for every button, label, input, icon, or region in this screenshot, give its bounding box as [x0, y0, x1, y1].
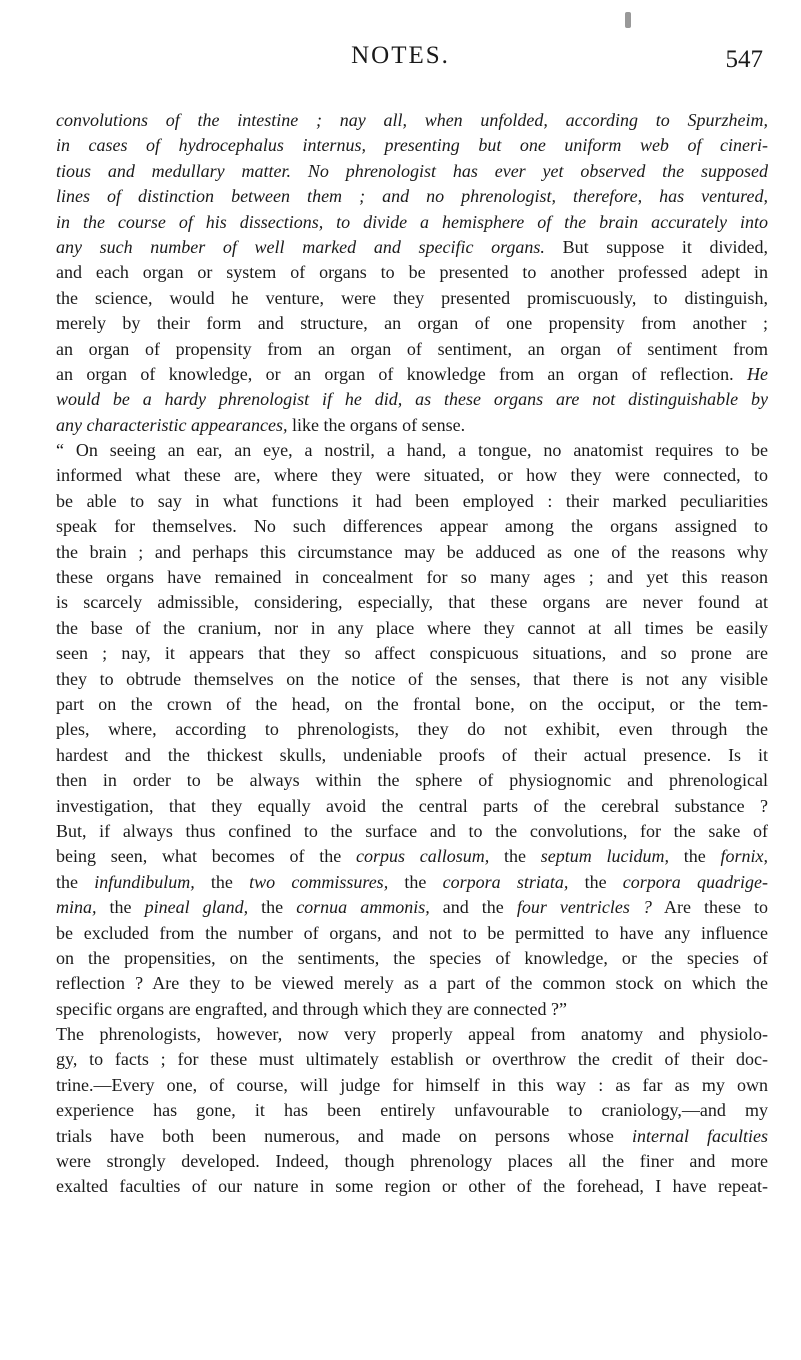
text-line	[56, 692, 768, 717]
text-run: speak for themselves. No such differences appear among the organs assigned to	[56, 516, 768, 537]
text-line	[56, 844, 768, 869]
text-run: ples, where, according to phrenologists, they do not exhibit, even through the	[56, 719, 768, 740]
text-line	[56, 210, 768, 235]
italic-text: convolutions of the intestine ; nay all, when unfolded, according to Spurzheim,	[56, 110, 768, 130]
text-run: experience has gone, it has been entirely unfavourable to craniology,—and my	[56, 1100, 768, 1121]
italic-text: septum lucidum,	[540, 846, 669, 867]
text-line	[56, 413, 768, 438]
ink-smudge	[625, 12, 631, 28]
italic-text: corpora striata,	[442, 871, 569, 892]
text-line	[56, 565, 768, 590]
text-run: like the organs of sense.	[287, 414, 466, 435]
text-line	[56, 1022, 768, 1047]
text-run: informed what these are, where they were situated, or how they were connected, to	[56, 465, 768, 486]
text-line	[56, 514, 768, 539]
text-line	[56, 184, 768, 209]
italic-text: would be a hardy phrenologist if he did, as these organs are not distinguishable by	[56, 389, 768, 410]
text-run: the base of the cranium, nor in any place where they cannot at all times be easily	[56, 617, 768, 638]
italic-text: He	[747, 363, 768, 384]
text-run: But, if always thus confined to the surface and to the convolutions, for the sake of	[56, 820, 768, 841]
text-run: merely by their form and structure, an organ of one propensity from another ;	[56, 313, 768, 334]
italic-text: fornix,	[720, 846, 768, 867]
text-run: were strongly developed. Indeed, though phrenology places all the finer and more	[56, 1151, 768, 1172]
text-run: the	[248, 897, 297, 918]
text-run: hardest and the thickest skulls, undeniable proofs of their actual presence. Is it	[56, 744, 768, 765]
italic-text: in cases of hydrocephalus internus, presenting but one uniform web of cineri-	[56, 135, 768, 156]
italic-text: any characteristic appearances,	[56, 414, 288, 435]
text-line	[56, 743, 768, 768]
text-run: the brain ; and perhaps this circumstance may be adduced as one of the reasons why	[56, 541, 768, 562]
text-run: reflection ? Are they to be viewed merely as a part of the common stock on which the	[56, 973, 768, 994]
italic-text: two commissures,	[249, 871, 389, 892]
italic-text: in the course of his dissections, to divide a hemisphere of the brain accurately into	[56, 211, 768, 232]
text-line	[56, 362, 768, 387]
text-line	[56, 616, 768, 641]
text-run: these organs have remained in concealment for so many ages ; and yet this reason	[56, 567, 768, 588]
text-line	[56, 921, 768, 946]
italic-text: pineal gland,	[144, 897, 249, 918]
text-line	[56, 286, 768, 311]
italic-text: corpora quadrige-	[622, 871, 768, 892]
text-run: gy, to facts ; for these must ultimately establish or overthrow the credit of their doc-	[56, 1049, 768, 1070]
text-line	[56, 1149, 768, 1174]
text-run: the	[56, 871, 95, 892]
text-line	[56, 641, 768, 666]
text-run: the	[568, 871, 623, 892]
italic-text: mina,	[56, 897, 97, 918]
text-run: an organ of propensity from an organ of sentiment, an organ of sentiment from	[56, 338, 768, 359]
text-line	[56, 870, 768, 895]
text-line	[56, 337, 768, 362]
text-run: and each organ or system of organs to be presented to another professed adept in	[56, 262, 768, 283]
text-line	[56, 971, 768, 996]
text-run: being seen, what becomes of the	[56, 846, 356, 867]
italic-text: internal faculties	[631, 1125, 768, 1146]
text-line	[56, 946, 768, 971]
italic-text: any such number of well marked and specific organs.	[56, 236, 545, 257]
text-line	[56, 819, 768, 844]
italic-text: cornua ammonis,	[296, 897, 430, 918]
text-line	[56, 768, 768, 793]
text-run: be excluded from the number of organs, and not to be permitted to have any influence	[56, 922, 768, 943]
text-run: “ On seeing an ear, an eye, a nostril, a hand, a tongue, no anatomist requires to be	[56, 440, 768, 461]
italic-text: four ventricles ?	[516, 897, 652, 918]
text-line	[56, 311, 768, 336]
text-run: on the propensities, on the sentiments, the species of knowledge, or the species of	[56, 947, 768, 968]
body-text	[56, 108, 768, 1200]
text-line	[56, 794, 768, 819]
text-run: the	[388, 871, 443, 892]
text-run: part on the crown of the head, on the frontal bone, on the occiput, or the tem-	[56, 693, 768, 714]
text-run: Are these to	[651, 897, 768, 918]
text-line	[56, 590, 768, 615]
text-run: exalted faculties of our nature in some region or other of the forehead, I have repeat-	[56, 1176, 768, 1197]
italic-text: lines of distinction between them ; and no phrenologist, therefore, has ventured,	[56, 186, 768, 207]
page-number: 547	[725, 46, 763, 73]
text-line	[56, 1073, 768, 1098]
text-run: the	[194, 871, 250, 892]
text-line	[56, 997, 768, 1022]
italic-text: infundibulum,	[94, 871, 195, 892]
italic-text: corpus callosum,	[355, 846, 490, 867]
text-run: trials have both been numerous, and made on persons whose	[56, 1125, 632, 1146]
text-run: The phrenologists, however, now very properly appeal from anatomy and physiolo-	[56, 1024, 768, 1045]
text-line	[56, 1174, 768, 1199]
text-run: be able to say in what functions it had been employed : their marked peculiarities	[56, 490, 768, 511]
text-line	[56, 438, 768, 463]
text-run: then in order to be always within the sphere of physiognomic and phrenological	[56, 770, 768, 791]
text-line	[56, 1047, 768, 1072]
text-line	[56, 540, 768, 565]
text-line	[56, 235, 768, 260]
text-run: they to obtrude themselves on the notice of the senses, that there is not any visible	[56, 668, 768, 689]
running-title: NOTES.	[351, 42, 450, 69]
italic-text: tious and medullary matter. No phrenologist has ever yet observed the supposed	[56, 160, 768, 181]
text-line	[56, 667, 768, 692]
text-line	[56, 489, 768, 514]
text-run: seen ; nay, it appears that they so affect conspicuous situations, and so prone are	[56, 643, 768, 664]
text-line	[56, 159, 768, 184]
text-line	[56, 717, 768, 742]
text-line	[56, 1098, 768, 1123]
text-run: an organ of knowledge, or an organ of knowledge from an organ of reflection.	[56, 363, 747, 384]
text-run: the	[669, 846, 721, 867]
text-run: the	[489, 846, 541, 867]
text-run: trine.—Every one, of course, will judge for himself in this way : as far as my own	[56, 1074, 768, 1095]
page-header	[0, 42, 801, 82]
text-line	[56, 387, 768, 412]
text-run: and the	[429, 897, 517, 918]
text-run: But suppose it divided,	[544, 236, 768, 257]
text-line	[56, 133, 768, 158]
text-run: specific organs are engrafted, and through which they are connected ?”	[56, 998, 567, 1019]
text-run: is scarcely admissible, considering, especially, that these organs are never found at	[56, 592, 768, 613]
text-line	[56, 108, 768, 133]
text-line	[56, 463, 768, 488]
text-run: the	[96, 897, 145, 918]
text-run: the science, would he venture, were they presented promiscuously, to distinguish,	[56, 287, 768, 308]
text-run: investigation, that they equally avoid the central parts of the cerebral substance ?	[56, 795, 768, 816]
text-line	[56, 895, 768, 920]
text-line	[56, 1124, 768, 1149]
text-line	[56, 260, 768, 285]
